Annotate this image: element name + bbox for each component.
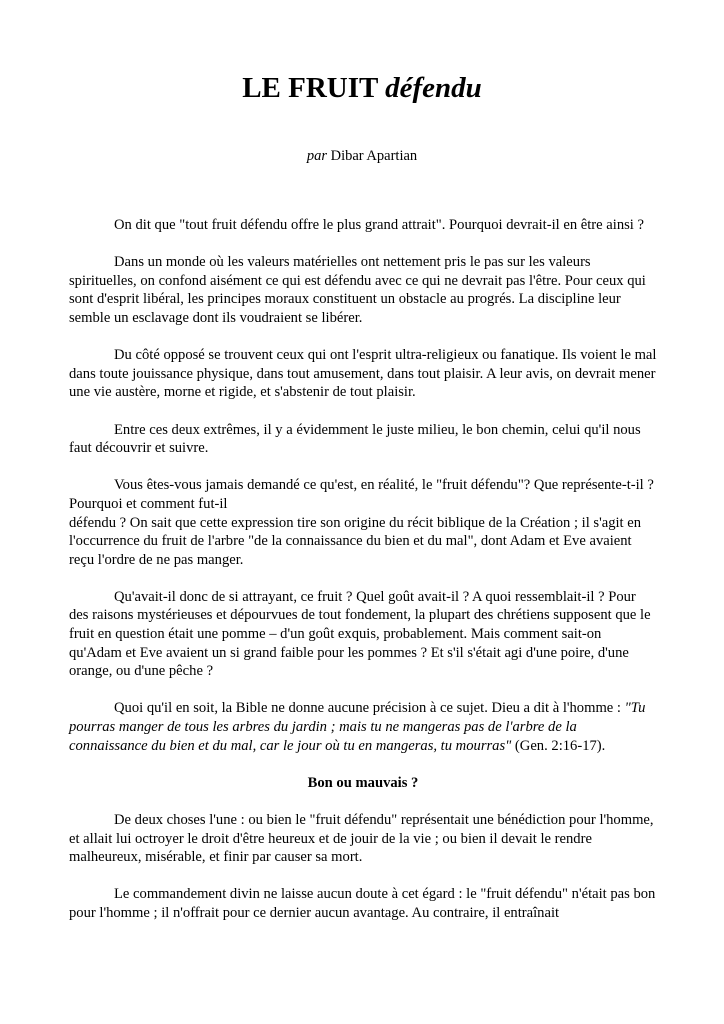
paragraph-6: Qu'avait-il donc de si attrayant, ce fruit ? Quel goût avait-il ? A quoi ressemblait-il ? Pour des raisons mystérieuses et dépourvues de tout fondement, la plupart des chrétiens supposent que le fruit en question était une pomme – d'un goût exquis, probablement. Mais comment sait-on qu'Adam et Eve avaient un si grand faible pour les pommes ? Et s'il s'était agi d'une poire, d'une orange, ou d'une pêche ? [69, 588, 651, 680]
byline-prefix: par [306, 148, 327, 164]
paragraph-8: De deux choses l'une : ou bien le "fruit défendu" représentait une bénédiction pour l'homme, et allait lui octroyer le droit d'être heureux et de jouir de la vie ; ou bien il devait le rendre malheureux, misérable, et finir par causer sa mort. [69, 812, 654, 866]
paragraph-9: Le commandement divin ne laisse aucun doute à cet égard : le "fruit défendu" n'était pas bon pour l'homme ; il n'offrait pour ce dernier aucun avantage. Au contraire, il entraînait [69, 886, 656, 921]
section-heading: Bon ou mauvais ? [307, 774, 419, 791]
paragraph-3: Du côté opposé se trouvent ceux qui ont l'esprit ultra-religieux ou fanatique. Ils voient le mal dans toute jouissance physique, dans tout amusement, dans tout plaisir. A leur avis, on devrait mener une vie austère, morne et rigide, et s'abstenir de tout plaisir. [69, 347, 657, 401]
title-main: LE FRUIT [242, 72, 378, 104]
paragraph-5-line-1: Vous êtes-vous jamais demandé ce qu'est, en réalité, le "fruit défendu"? Que représente-t-il ? Pourquoi et comment fut-il [69, 477, 654, 512]
byline [0, 148, 724, 165]
article-body [69, 216, 657, 941]
paragraph-2: Dans un monde où les valeurs matérielles ont nettement pris le pas sur les valeurs spirituelles, on confond aisément ce qui est défendu avec ce qui ne devrait pas l'être. Pour ceux qui sont d'esprit libéral, les principes moraux constituent un obstacle au progrés. La discipline leur semble un esclavage dont ils voudraient se libérer. [69, 254, 646, 326]
title-italic: défendu [385, 72, 482, 104]
page-title [0, 72, 724, 105]
paragraph-1: On dit que "tout fruit défendu offre le plus grand attrait". Pourquoi devrait-il en être ainsi ? [114, 217, 644, 233]
paragraph-4: Entre ces deux extrêmes, il y a évidemment le juste milieu, le bon chemin, celui qu'il nous faut découvrir et suivre. [69, 421, 641, 457]
bible-quote: "Tu pourras manger de tous les arbres du jardin ; mais tu ne mangeras pas de l'arbre de la connaissance du bien et du mal, car le jour où tu en mangeras, tu mourras" [69, 700, 646, 754]
paragraph-7-end: (Gen. 2:16-17). [511, 737, 606, 754]
paragraph-7 [69, 699, 657, 755]
byline-author: Dibar Apartian [330, 148, 418, 164]
paragraph-7-start: Quoi qu'il en soit, la Bible ne donne aucune précision à ce sujet. Dieu a dit à l'homme : [114, 700, 625, 717]
paragraph-5-line-2: défendu ? On sait que cette expression tire son origine du récit biblique de la Création ; il s'agit en l'occurrence du fruit de l'arbre "de la connaissance du bien et du mal", dont Adam et Eve avaient reçu l'ordre de ne pas manger. [69, 514, 642, 568]
paragraph-5 [69, 476, 657, 569]
